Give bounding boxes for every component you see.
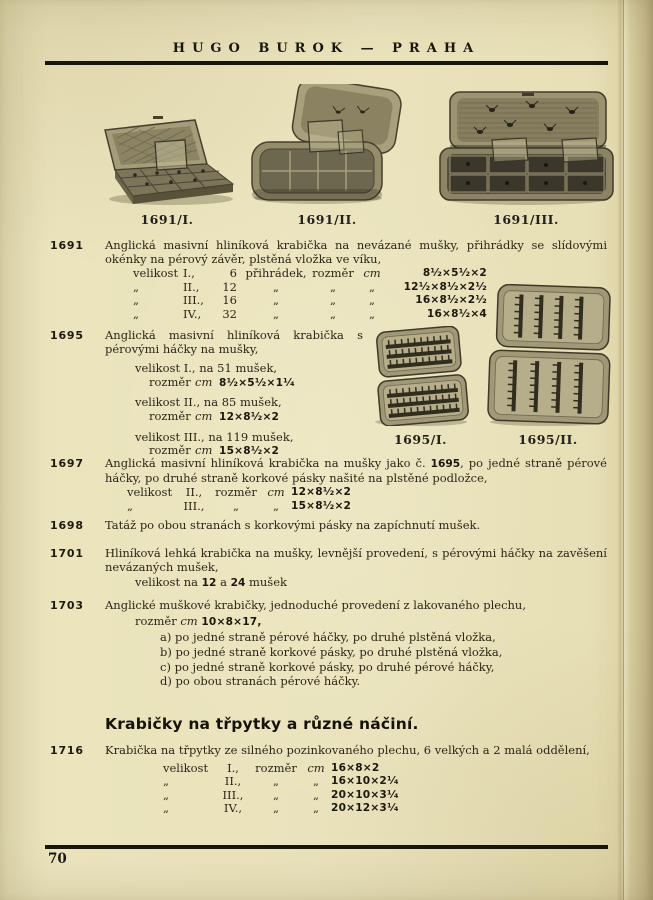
size-group: [135, 431, 363, 459]
item-number: 1701: [50, 547, 84, 560]
size-cell: „: [313, 774, 319, 789]
fly-box-photo-1695-i: [370, 326, 472, 426]
size-cell: I.,: [227, 760, 239, 775]
size-cell: III.,: [222, 787, 244, 802]
size-cell: II.,: [185, 485, 203, 500]
figure-caption: 1691/I.: [140, 212, 194, 227]
item-reference: 1695: [430, 458, 461, 470]
size-cell: „: [133, 279, 139, 294]
size-line: [135, 615, 607, 630]
item-number: 1695: [50, 329, 84, 342]
variant-item: c) po jedné straně korkové pásky, po druhé pérové háčky,: [160, 659, 495, 674]
page-title: HUGO BUROK — PRAHA: [172, 41, 481, 56]
size-cell: III.,: [183, 498, 205, 513]
size-line: velikost I., na 51 mušek,: [135, 361, 278, 376]
size-cell: „: [330, 306, 336, 321]
size-unit: cm: [195, 443, 213, 458]
size-label: rozměr: [149, 443, 191, 458]
size-unit: cm: [195, 374, 213, 389]
size-cell: rozměr: [312, 266, 354, 281]
size-cell: 32: [222, 306, 237, 321]
header-rule: [45, 61, 608, 65]
size-dimensions: 16×8¹⁄₂×4: [426, 307, 487, 320]
size-dimensions: 20×12×3¹⁄₄: [331, 802, 399, 815]
size-cell: „: [273, 306, 279, 321]
description-text: Anglická masivní hliníková krabička na mušky jako č.: [105, 456, 431, 470]
size-cell: 12: [222, 279, 237, 294]
size-dimensions: 16×8¹⁄₂×2¹⁄₂: [415, 294, 487, 307]
size-cell: 6: [229, 266, 237, 281]
size-dimensions: 20×10×3¹⁄₄: [331, 788, 399, 801]
variant-item: d) po obou stranách pérové háčky.: [160, 674, 361, 689]
size-line: velikost II., na 85 mušek,: [135, 395, 282, 410]
catalog-item-1716: [0, 744, 653, 816]
size-label: rozměr: [135, 613, 177, 628]
size-label: velikost na: [135, 575, 198, 590]
size-cell: „: [273, 279, 279, 294]
size-cell: II.,: [224, 774, 242, 789]
size-cell: velikost: [163, 760, 209, 775]
item-description: Anglické muškové krabičky, jednoduché provedení z lakovaného plechu,: [105, 598, 526, 612]
size-line: velikost III., na 119 mušek,: [135, 429, 294, 444]
size-cell: velikost: [133, 266, 179, 281]
size-unit: cm: [180, 613, 198, 628]
item-number: 1716: [50, 744, 84, 757]
size-cell: „: [163, 801, 169, 816]
size-label: rozměr: [149, 374, 191, 389]
size-dimensions: 15×8¹⁄₂×2: [291, 499, 352, 512]
catalog-item-1703: [0, 599, 653, 689]
size-dimensions: 8¹⁄₂×5¹⁄₂×1¹⁄₄: [219, 376, 295, 389]
page-fold-edge: [617, 0, 653, 900]
size-cell: přihrádek,: [245, 266, 307, 281]
figure-caption: 1691/III.: [493, 212, 559, 227]
item-description: Krabička na třpytky ze silného pozinkovaného plechu, 6 velkých a 2 malá oddělení,: [105, 743, 590, 757]
footer-rule: [45, 845, 608, 849]
fly-box-photo-1691-i: [91, 112, 243, 206]
variant-list: [105, 630, 607, 689]
size-cell: rozměr: [215, 485, 257, 500]
size-cell: I.,: [183, 266, 195, 281]
item-description: Hliníková lehká krabička na mušky, levnější provedení, s pérovými háčky na zavěšení nevázaných mušek,: [105, 546, 607, 574]
size-dimensions: 12×8¹⁄₂×2: [291, 486, 352, 499]
figure-caption: 1695/I.: [393, 432, 448, 447]
size-count: 24: [230, 577, 246, 590]
size-cell: „: [369, 293, 375, 308]
size-cell: „: [330, 279, 336, 294]
size-cell: „: [127, 498, 133, 513]
size-dimensions: 16×8×2: [331, 761, 380, 774]
item-number: 1697: [50, 457, 84, 470]
size-dimensions: 12¹⁄₂×8¹⁄₂×2¹⁄₂: [403, 280, 487, 293]
size-cell: „: [133, 306, 139, 321]
size-cell: „: [163, 774, 169, 789]
fly-box-photo-1691-ii: [250, 84, 405, 206]
size-cell: „: [369, 306, 375, 321]
size-dimensions: 15×8¹⁄₂×2: [219, 445, 280, 458]
item-number: 1691: [50, 239, 84, 252]
figure-1695-ii: [478, 284, 618, 447]
size-cell: „: [273, 498, 279, 513]
size-cell: II.,: [183, 279, 200, 294]
figure-1695-i: [368, 326, 473, 447]
description-text: , po jedné straně pérové háčky, po druhé straně korkové pásky našité na plstěné podložce,: [105, 456, 607, 485]
catalog-item-1701: [0, 547, 653, 591]
catalog-item-1698: [0, 519, 653, 533]
figure-caption: 1691/II.: [297, 212, 357, 227]
size-dimensions: 12×8¹⁄₂×2: [219, 410, 280, 423]
figure-1691-i: [88, 112, 246, 227]
size-cell: „: [313, 801, 319, 816]
size-unit: cm: [195, 408, 213, 423]
size-cell: „: [233, 498, 239, 513]
size-line: [135, 576, 607, 591]
size-cell: rozměr: [255, 760, 297, 775]
size-unit-word: mušek: [248, 575, 287, 590]
item-description: Anglická masivní hliníková krabička na nevázané mušky, přihrádky se slídovými okénky na pérový závěr, plstěná vložka ve víku,: [105, 238, 607, 266]
size-dimensions: 10×8×17,: [201, 615, 262, 628]
section-heading: Krabičky na třpytky a různé náčiní.: [105, 714, 419, 733]
size-cell: „: [273, 801, 279, 816]
size-count: 12: [201, 577, 217, 590]
size-cell: „: [369, 279, 375, 294]
item-number: 1698: [50, 519, 84, 532]
size-cell: „: [273, 293, 279, 308]
variant-item: b) po jedné straně korkové pásky, po druhé plstěná vložka,: [160, 644, 503, 659]
fly-box-photo-1691-iii: [434, 90, 619, 206]
size-label: rozměr: [149, 408, 191, 423]
page-number: 70: [48, 851, 67, 867]
size-table: [163, 762, 607, 816]
size-cell: 16: [222, 293, 237, 308]
figure-1691-iii: [432, 90, 620, 227]
item-description: Tatáž po obou stranách s korkovými pásky na zapíchnutí mušek.: [105, 518, 481, 532]
size-cell: III.,: [183, 293, 204, 308]
catalog-item-1697: [0, 457, 653, 513]
figure-1691-ii: [248, 84, 406, 227]
size-cell: „: [273, 787, 279, 802]
size-conjunction: a: [220, 575, 227, 590]
fly-box-photo-1695-ii: [480, 284, 616, 426]
size-cell: cm: [267, 485, 285, 500]
item-number: 1703: [50, 599, 84, 612]
size-cell: IV.,: [223, 801, 243, 816]
size-cell: „: [330, 293, 336, 308]
size-cell: cm: [307, 760, 325, 775]
size-cell: „: [133, 293, 139, 308]
variant-item: a) po jedné straně pérové háčky, po druhé plstěná vložka,: [160, 630, 496, 645]
size-cell: „: [163, 787, 169, 802]
size-cell: „: [273, 774, 279, 789]
size-cell: cm: [363, 266, 381, 281]
figure-caption: 1695/II.: [518, 432, 578, 447]
size-dimensions: 8¹⁄₂×5¹⁄₂×2: [422, 267, 487, 280]
size-cell: velikost: [127, 485, 173, 500]
size-group: [135, 362, 363, 390]
item-description: Anglická masivní hliníková krabička s pérovými háčky na mušky,: [105, 328, 363, 356]
size-table: [127, 486, 607, 513]
size-cell: „: [313, 787, 319, 802]
size-group: [135, 396, 363, 424]
size-dimensions: 16×10×2¹⁄₄: [331, 775, 399, 788]
item-description: [105, 457, 607, 485]
size-cell: IV.,: [183, 306, 202, 321]
